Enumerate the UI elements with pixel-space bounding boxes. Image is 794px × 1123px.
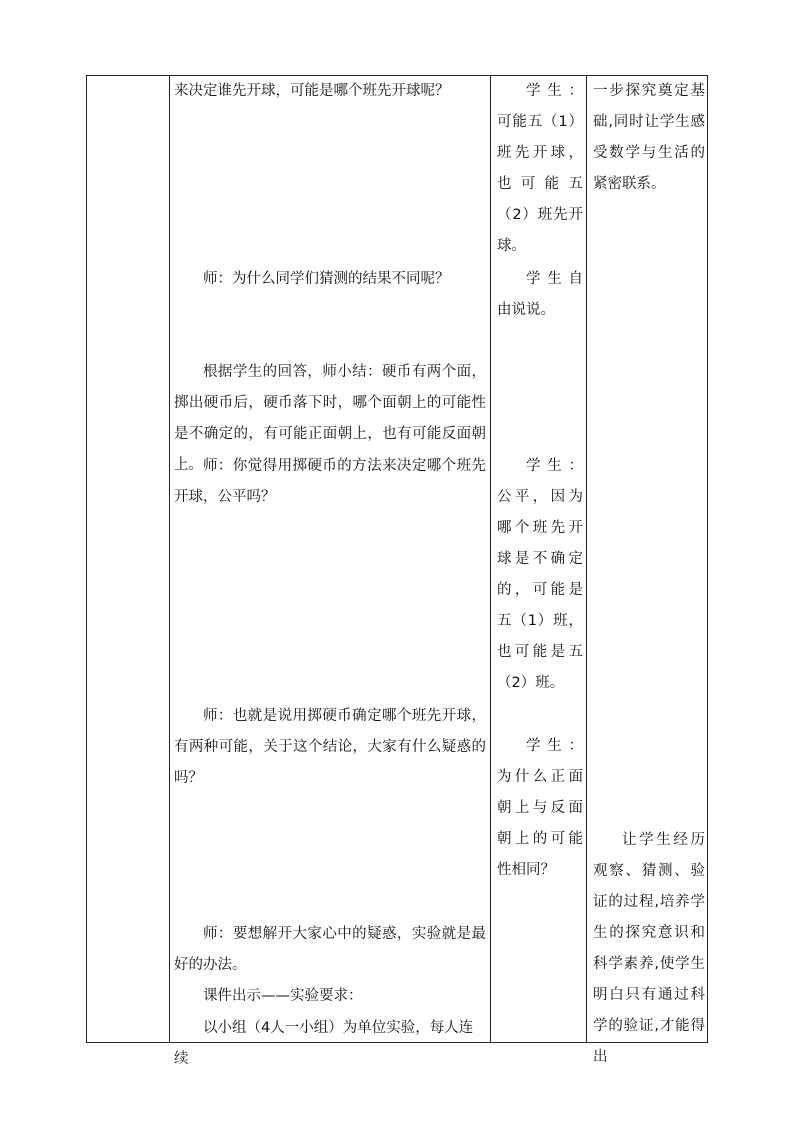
teacher-paragraph: 以小组（4人一小组）为单位实验，每人连续 [174,1020,474,1067]
design-intent-column [587,76,709,1065]
student-paragraph: 学生：为什么正面朝上与反面朝上的可能性相同？ [497,738,583,878]
teacher-paragraph: 师：为什么同学们猜测的结果不同呢？ [203,271,450,287]
student-paragraph: 学生自由说说。 [497,271,583,318]
student-paragraph: 学生：公平，因为哪个班先开球是不确定的，可能是五（1）班，也可能是五（2）班。 [497,458,583,691]
teacher-paragraph: 师：也就是说用掷硬币确定哪个班先开球，有两种可能，关于这个结论，大家有什么疑惑的吗？ [174,708,486,786]
intent-paragraph: 一步探究奠定基础,同时让学生感受数学与生活的紧密联系。 [593,83,705,192]
teacher-paragraph: 来决定谁先开球，可能是哪个班先开球呢？ [174,83,450,99]
teacher-paragraph: 师：要想解开大家心中的疑惑，实验就是最好的办法。 [174,926,486,973]
student-activity-column [491,76,586,1042]
teacher-paragraph: 课件出示——实验要求： [203,988,363,1004]
intent-paragraph: 让学生经历观察、猜测、验证的过程,培养学生的探究意识和科学素养,使学生明白只有通过科学的验证,才能得出 [593,832,705,1065]
lesson-plan-table [86,75,708,1067]
teacher-activity-column [170,76,490,1067]
teacher-paragraph: 根据学生的回答，师小结：硬币有两个面，掷出硬币后，硬币落下时，哪个面朝上的可能性是不确定的，有可能正面朝上，也有可能反面朝上。 [174,364,486,473]
teacher-paragraph: 师：你觉得用掷硬币的方法来决定哪个班先开球，公平吗？ [174,458,486,505]
student-paragraph: 学生：可能五（1）班先开球，也可能五（2）班先开球。 [497,83,583,254]
step-column-cell [87,76,169,1042]
